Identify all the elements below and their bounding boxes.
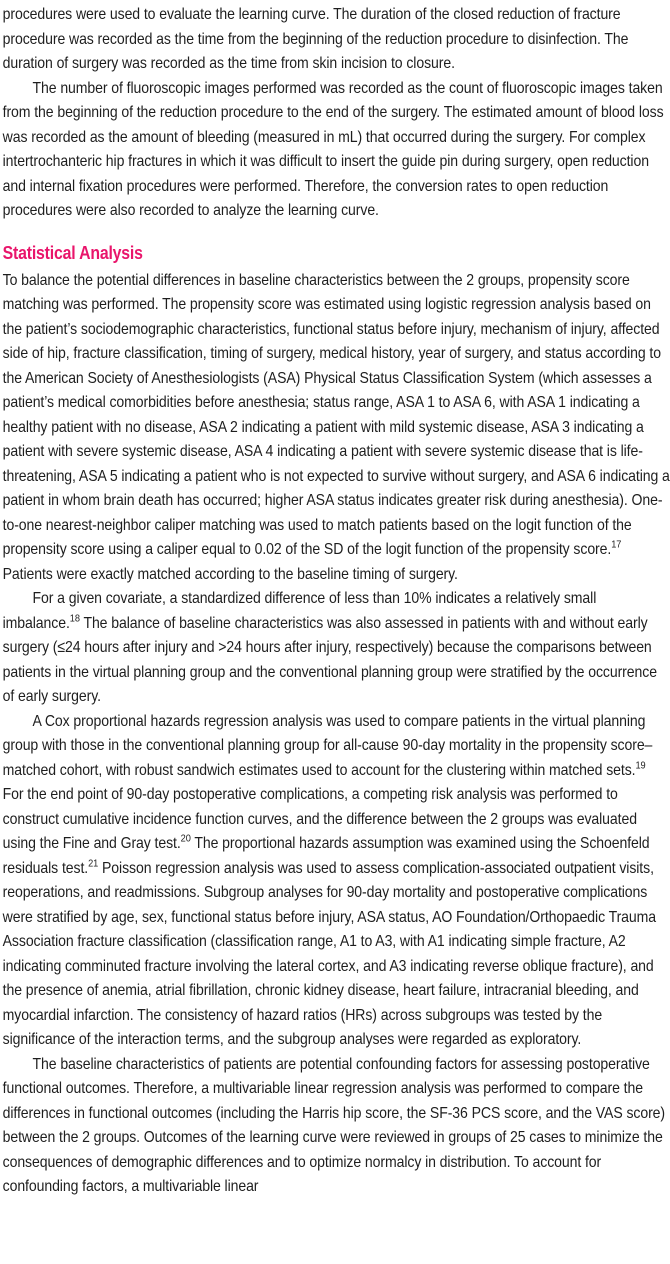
paragraph: procedures were used to evaluate the learning curve. The duration of the closed reduction of fracture procedure was recorded as the time from the beginning of the reduction procedure to disinfection. The duration of surgery was recorded as the time from skin incision to closure. (2, 6, 629, 72)
reference-superscript: 18 (69, 612, 80, 625)
paragraph: To balance the potential differences in baseline characteristics between the 2 groups, propensity score matching was performed. The propensity score was estimated using logistic regression analysis based on the patient’s sociodemographic characteristics, functional status before injury, mechanism of injury, affected side of hip, fracture classification, timing of surgery, medical history, year of surgery, and status according to the American Society of Anesthesiologists (ASA) Physical Status Classification System (which assesses a patient’s medical comorbidities before anesthesia; status range, ASA 1 to ASA 6, with ASA 1 indicating a healthy patient with no disease, ASA 2 indicating a patient with mild systemic disease, ASA 3 indicating a patient with severe systemic disease, ASA 4 indicating a patient with severe systemic disease that is life-threatening, ASA 5 indicating a patient who is not expected to survive without surgery, and ASA 6 indicating a patient in whom brain death has occurred; higher ASA status indicates greater risk during anesthesia). One-to-one nearest-neighbor caliper matching was used to match patients based on the logit function of the propensity score using a caliper equal to 0.02 of the SD of the logit function of the propensity score.$^{17}$ Patients were exactly matched according to the baseline timing of surgery. (2, 271, 670, 583)
article-body (3, 3, 670, 1200)
section-heading: Statistical Analysis (2, 242, 143, 263)
reference-superscript: 20 (180, 832, 191, 845)
reference-superscript: 21 (88, 857, 99, 870)
paragraph: A Cox proportional hazards regression analysis was used to compare patients in the virtual planning group with those in the conventional planning group for all-cause 90-day mortality in the propensity score–matched cohort, with robust sandwich estimates used to account for the clustering within matched sets.$^{19}$ For the end point of 90-day postoperative complications, a competing risk analysis was performed to construct cumulative incidence function curves, and the difference between the 2 groups was evaluated using the Fine and Gray test.$^{20}$ The proportional hazards assumption was examined using the Schoenfeld residuals test.$^{21}$ Poisson regression analysis was used to assess complication-associated outpatient visits, reoperations, and readmissions. Subgroup analyses for 90-day mortality and postoperative complications were stratified by age, sex, functional status before injury, ASA status, AO Foundation/Orthopaedic Trauma Association fracture classification (classification range, A1 to A3, with A1 indicating simple fracture, A2 indicating comminuted fracture involving the lateral cortex, and A3 indicating reverse oblique fracture), and the presence of anemia, atrial fibrillation, chronic kidney disease, heart failure, intracranial bleeding, and myocardial infarction. The consistency of hazard ratios (HRs) across subgroups was tested by the significance of the interaction terms, and the subgroup analyses were regarded as exploratory. (2, 712, 656, 1048)
reference-superscript: 17 (611, 538, 622, 551)
reference-superscript: 19 (635, 759, 646, 772)
paragraph: The baseline characteristics of patients are potential confounding factors for assessing postoperative functional outcomes. Therefore, a multivariable linear regression analysis was performed to compare the differences in functional outcomes (including the Harris hip score, the SF-36 PCS score, and the VAS score) between the 2 groups. Outcomes of the learning curve were reviewed in groups of 25 cases to minimize the consequences of demographic differences and to optimize normalcy in distribution. To account for confounding factors, a multivariable linear (2, 1055, 665, 1195)
paragraph: For a given covariate, a standardized difference of less than 10% indicates a relatively small imbalance.$^{18}$ The balance of baseline characteristics was also assessed in patients with and without early surgery (≤24 hours after injury and >24 hours after injury, respectively) because the comparisons between patients in the virtual planning group and the conventional planning group were stratified by the occurrence of early surgery. (2, 590, 657, 705)
paragraph: The number of fluoroscopic images performed was recorded as the count of fluoroscopic images taken from the beginning of the reduction procedure to the end of the surgery. The estimated amount of blood loss was recorded as the amount of bleeding (measured in mL) that occurred during the surgery. For complex intertrochanteric hip fractures in which it was difficult to insert the guide pin during surgery, open reduction and internal fixation procedures were performed. Therefore, the conversion rates to open reduction procedures were also recorded to analyze the learning curve. (2, 79, 664, 219)
